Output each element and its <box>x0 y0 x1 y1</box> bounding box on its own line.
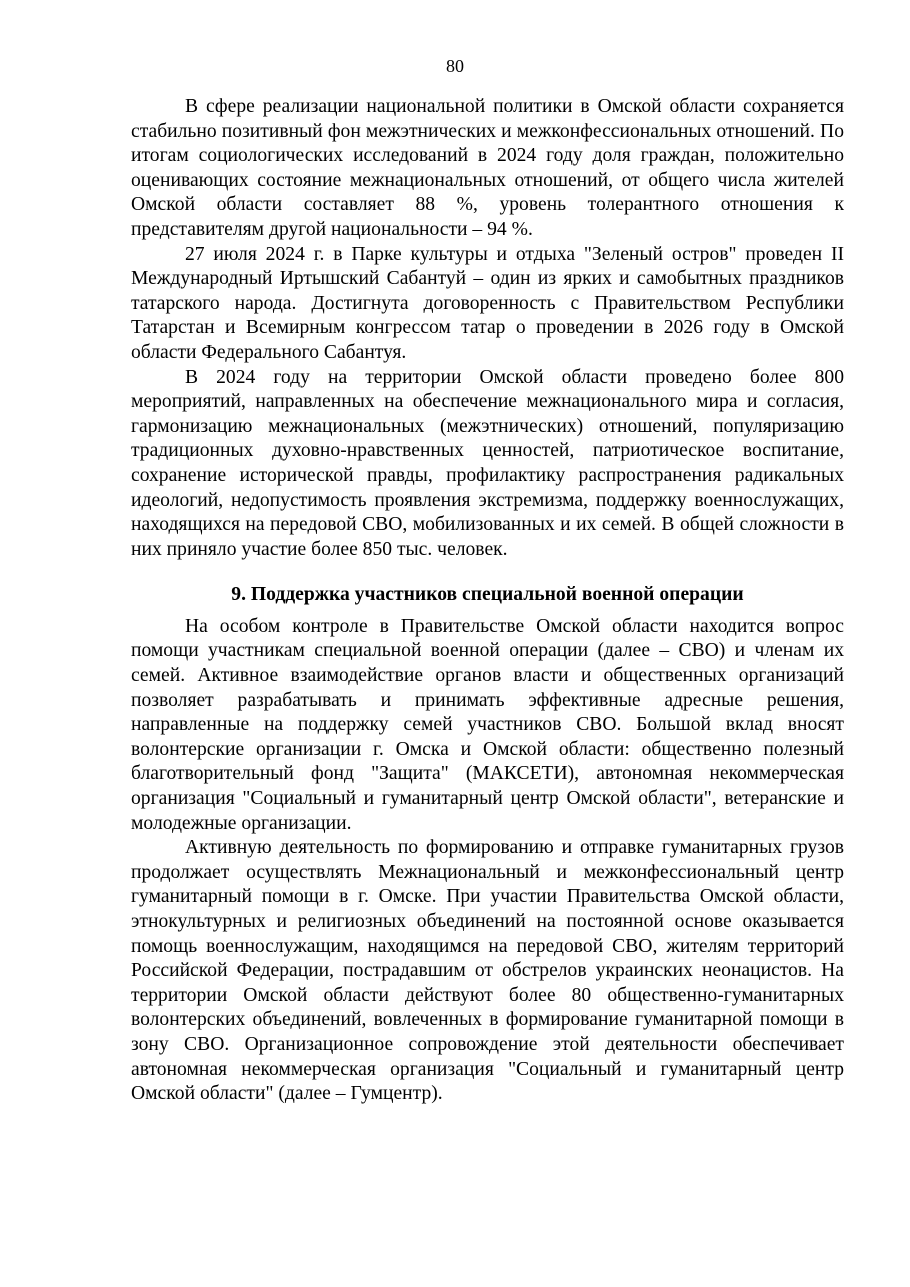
paragraph-humanitarian-cargo: Активную деятельность по формированию и отправке гуманитарных грузов продолжает осуществлять Межнациональный и межконфессиональный центр гуманитарный помощи в г. Омске. При участии Правительства Омской области, этнокультурных и религиозных объединений на постоянной основе оказывается помощь военнослужащим, находящимся на передовой СВО, жителям территорий Российской Федерации, пострадавшим от обстрелов украинских неонацистов. На территории Омской области действуют более 80 общественно-гуманитарных волонтерских объединений, вовлеченных в формирование гуманитарной помощи в зону СВО. Организационное сопровождение этой деятельности обеспечивает автономная некоммерческая организация "Социальный и гуманитарный центр Омской области" (далее – Гумцентр). <box>131 837 844 1105</box>
document-body <box>131 95 844 1107</box>
paragraph-sabantuy: 27 июля 2024 г. в Парке культуры и отдыха "Зеленый остров" проведен II Международный Иртышский Сабантуй – один из ярких и самобытных праздников татарского народа. Достигнута договоренность с Правительством Республики Татарстан и Всемирным конгрессом татар о проведении в 2026 году в Омской области Федерального Сабантуя. <box>131 243 844 363</box>
section-heading: 9. Поддержка участников специальной военной операции <box>231 584 744 606</box>
page-number: 80 <box>446 56 464 76</box>
paragraph-national-policy: В сфере реализации национальной политики в Омской области сохраняется стабильно позитивный фон межэтнических и межконфессиональных отношений. По итогам социологических исследований в 2024 году доля граждан, положительно оценивающих состояние межнациональных отношений, от общего числа жителей Омской области составляет 88 %, уровень толерантного отношения к представителям другой национальности – 94 %. <box>131 96 844 240</box>
paragraph-events-2024: В 2024 году на территории Омской области проведено более 800 мероприятий, направленных на обеспечение межнационального мира и согласия, гармонизацию межнациональных (межэтнических) отношений, популяризацию традиционных духовно-нравственных ценностей, патриотическое воспитание, сохранение исторической правды, профилактику распространения радикальных идеологий, недопустимость проявления экстремизма, поддержку военнослужащих, находящихся на передовой СВО, мобилизованных и их семей. В общей сложности в них приняло участие более 850 тыс. человек. <box>131 366 844 560</box>
paragraph-svo-support: На особом контроле в Правительстве Омской области находится вопрос помощи участникам специальной военной операции (далее – СВО) и членам их семей. Активное взаимодействие органов власти и общественных организаций позволяет разрабатывать и принимать эффективные адресные решения, направленные на поддержку семей участников СВО. Большой вклад вносят волонтерские организации г. Омска и Омской области: общественно полезный благотворительный фонд "Защита" (МАКСЕТИ), автономная некоммерческая организация "Социальный и гуманитарный центр Омской области", ветеранские и молодежные организации. <box>131 615 844 834</box>
